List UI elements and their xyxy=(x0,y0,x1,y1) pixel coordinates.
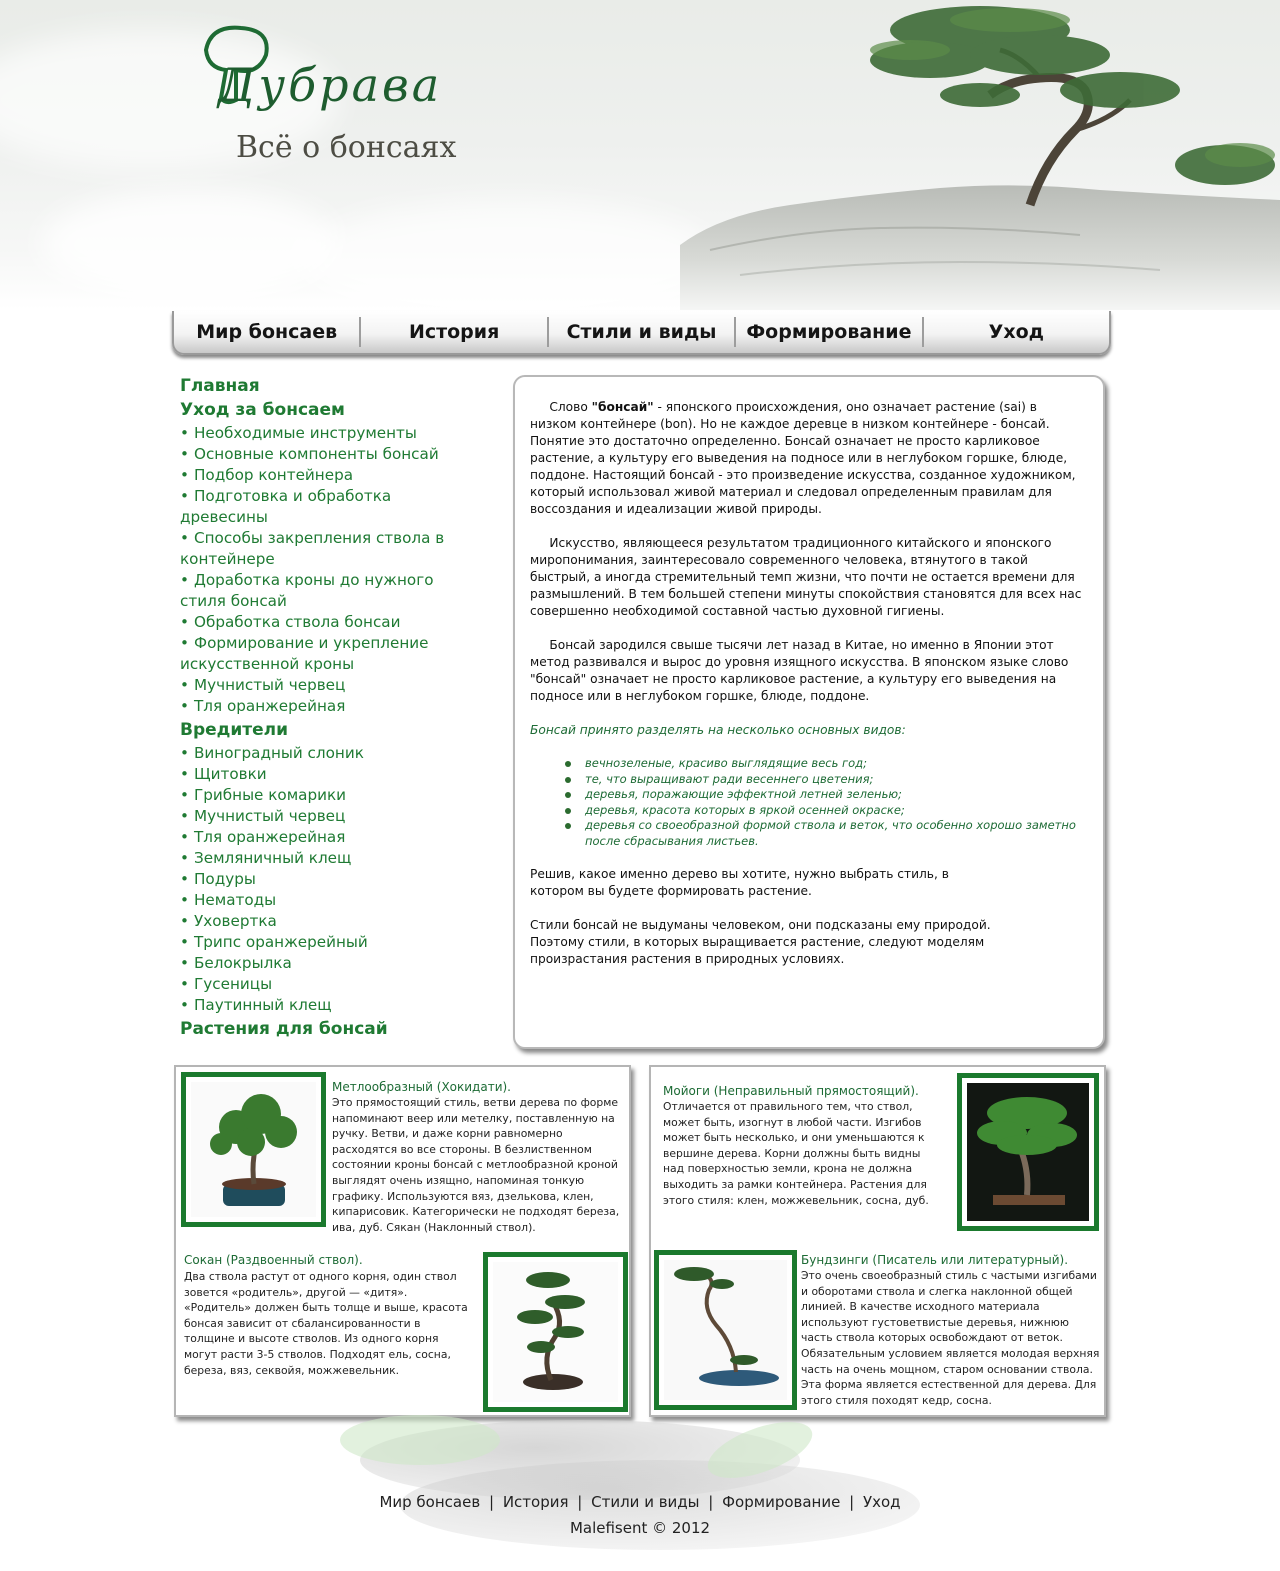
header-banner xyxy=(0,0,1280,310)
footer-link-styles[interactable]: Стили и виды xyxy=(591,1493,700,1511)
tree-on-rock-illustration xyxy=(680,0,1280,310)
footer-link-care[interactable]: Уход xyxy=(862,1493,901,1511)
paragraph: Решив, какое именно дерево вы хотите, нужно выбрать стиль, в котором вы будете формировать растение. xyxy=(530,867,949,898)
stones-and-leaves-decoration xyxy=(0,1400,1280,1567)
footer-link-formation[interactable]: Формирование xyxy=(722,1493,841,1511)
sidebar-item[interactable]: • Доработка кроны до нужного стиля бонсай xyxy=(180,571,434,610)
list-item: деревья со своеобразной формой ствола и веток, что особенно хорошо заметно после сбрасывания листьев. xyxy=(585,818,1085,849)
style-title: Бундзинги (Писатель или литературный). xyxy=(801,1253,1069,1267)
sidebar-item[interactable]: • Щитовки xyxy=(180,765,267,783)
style-title: Сокан (Раздвоенный ствол). xyxy=(184,1253,363,1267)
sidebar-item[interactable]: • Необходимые инструменты xyxy=(180,424,417,442)
sidebar-item[interactable]: • Гусеницы xyxy=(180,975,273,993)
logo-title: Дубрава xyxy=(218,58,443,112)
sidebar-item[interactable]: • Мучнистый червец xyxy=(180,676,346,694)
bonsai-photo-bunjingi xyxy=(654,1250,797,1410)
bonsai-tree-icon xyxy=(664,1260,787,1400)
sidebar-item[interactable]: • Земляничный клещ xyxy=(180,849,352,867)
cloud-decoration xyxy=(40,190,340,300)
sidebar-item[interactable]: • Белокрылка xyxy=(180,954,292,972)
main-text xyxy=(530,399,1085,985)
sidebar-item[interactable]: • Мучнистый червец xyxy=(180,807,346,825)
copyright: Malefisent © 2012 xyxy=(569,1519,711,1537)
sidebar-item[interactable]: • Подготовка и обработка древесины xyxy=(180,487,392,526)
style-title: Мойоги (Неправильный прямостоящий). xyxy=(663,1084,919,1098)
style-text: Это очень своеобразный стиль с частыми изгибами и оборотами ствола и слегка наклонной общей линией. В качестве исходного материала используют густоветвистые деревья, нижнюю часть ствола которых освобождают от веток. Обязательным условием является молодая верхняя часть на очень мощном, старом основании ствола. Эта форма является естественной для дерева. Для этого стиля походят кедр, сосна. xyxy=(801,1269,1100,1407)
cloud-decoration xyxy=(300,200,720,310)
footer-link-bonsai-world[interactable]: Мир бонсаев xyxy=(379,1493,481,1511)
nav-item-styles[interactable]: Стили и виды xyxy=(549,317,736,347)
nav-item-care[interactable]: Уход xyxy=(988,321,1044,343)
sidebar-item[interactable]: • Нематоды xyxy=(180,891,277,909)
sidebar-heading-pests[interactable]: Вредители xyxy=(180,720,289,740)
style-text: Два ствола растут от одного корня, один ствол зовется «родитель», другой — «дитя». «Родитель» должен быть толще и выше, красота бонсая зависит от сбалансированности в толщине и высоте стволов. Из одного корня могут расти 3-5 стволов. Подходят ель, сосна, береза, вяз, секвойя, можжевельник. xyxy=(184,1270,468,1377)
bonsai-tree-icon xyxy=(493,1262,618,1402)
sidebar-item[interactable]: • Основные компоненты бонсай xyxy=(180,445,439,463)
types-intro: Бонсай принято разделять на несколько основных видов: xyxy=(530,723,906,737)
sidebar-heading-plants[interactable]: Растения для бонсай xyxy=(180,1019,388,1039)
sidebar-link-home[interactable]: Главная xyxy=(180,376,260,396)
footer-separator: | xyxy=(708,1493,714,1511)
sidebar-item[interactable]: • Виноградный слоник xyxy=(180,744,364,762)
paragraph: Слово "бонсай" - японского происхождения, оно означает растение (sai) в низком контейнере (bon). Но не каждое деревце в низком контейнере - бонсай. Понятие это достаточно определенно. Бонсай означает не просто карликовое растение, а культуру его выведения на подносе или в неглубоком горшке, блюде, поддоне. Настоящий бонсай - это произведение искусства, созданное художником, который использовал живой материал и следовал определенным правилам для воссоздания и идеализации живой природы. xyxy=(530,400,1076,516)
sidebar-item[interactable]: • Паутинный клещ xyxy=(180,996,332,1014)
nav-item-history[interactable]: История xyxy=(361,317,548,347)
sidebar-item[interactable]: • Подбор контейнера xyxy=(180,466,354,484)
main-content-box xyxy=(513,375,1105,1049)
sidebar-heading-care[interactable]: Уход за бонсаем xyxy=(180,400,345,420)
sidebar-item[interactable]: • Формирование и укрепление искусственной кроны xyxy=(180,634,429,673)
bonsai-photo-moyogi xyxy=(957,1073,1099,1231)
paragraph: Бонсай зародился свыше тысячи лет назад в Китае, но именно в Японии этот метод развивался и вырос до уровня изящного искусства. В японском языке слово "бонсай" означает не просто карликовое растение, а культуру его выведения на подносе или в неглубоком горшке, блюде, поддоне. xyxy=(530,638,1069,703)
list-item: те, что выращивают ради весеннего цветения; xyxy=(585,772,1085,788)
bonsai-tree-icon xyxy=(191,1082,316,1217)
footer-separator: | xyxy=(577,1493,583,1511)
style-text: Отличается от правильного тем, что ствол, может быть, изогнут в любой части. Изгибов может быть несколько, и они уменьшаются к вершине дерева. Корни должны быть видны над поверхностью земли, крона не должна выходить за рамки контейнера. Растения для этого стиля: клен, можжевельник, сосна, дуб. xyxy=(663,1100,929,1207)
style-card-right xyxy=(649,1065,1106,1417)
main-nav xyxy=(172,311,1111,355)
footer-background xyxy=(0,1400,1280,1567)
sidebar-item[interactable]: • Грибные комарики xyxy=(180,786,347,804)
footer-separator: | xyxy=(849,1493,855,1511)
footer-separator: | xyxy=(488,1493,495,1511)
types-list xyxy=(530,756,1085,849)
list-item: деревья, красота которых в яркой осенней окраске; xyxy=(585,803,1085,819)
style-card-left xyxy=(174,1065,631,1417)
sidebar xyxy=(180,373,480,1042)
sidebar-item[interactable]: • Тля оранжерейная xyxy=(180,828,346,846)
paragraph: Искусство, являющееся результатом традиционного китайского и японского миропонимания, заинтересовало современного человека, втянутого в такой быстрый, а иногда стремительный темп жизни, что почти не остается времени для размышлений. В тем большей степени минуты спокойствия становятся для всех нас совершенно необходимой составной частью духовной гигиены. xyxy=(530,536,1082,618)
sidebar-item[interactable]: • Тля оранжерейная xyxy=(180,697,346,715)
logo-subtitle: Всё о бонсаях xyxy=(236,130,457,165)
footer-link-history[interactable]: История xyxy=(502,1493,569,1511)
footer-nav xyxy=(0,1493,1280,1511)
style-title: Метлообразный (Хокидати). xyxy=(332,1080,511,1094)
sidebar-item[interactable]: • Подуры xyxy=(180,870,256,888)
sidebar-item[interactable]: • Трипс оранжерейный xyxy=(180,933,368,951)
list-item: деревья, поражающие эффектной летней зеленью; xyxy=(585,787,1085,803)
sidebar-item[interactable]: • Обработка ствола бонсаи xyxy=(180,613,401,631)
list-item: вечнозеленые, красиво выглядящие весь год; xyxy=(585,756,1085,772)
sidebar-item[interactable]: • Уховертка xyxy=(180,912,277,930)
nav-item-formation[interactable]: Формирование xyxy=(736,317,923,347)
nav-item-bonsai-world[interactable]: Мир бонсаев xyxy=(174,317,361,347)
sidebar-item[interactable]: • Способы закрепления ствола в контейнере xyxy=(180,529,445,568)
bonsai-photo-sokan xyxy=(483,1252,628,1412)
paragraph: Стили бонсай не выдуманы человеком, они подсказаны ему природой. Поэтому стили, в которых выращивается растение, следуют моделям произрастания растения в природных условиях. xyxy=(530,918,991,966)
bonsai-photo-hokidachi xyxy=(181,1072,326,1227)
bonsai-tree-icon xyxy=(967,1083,1089,1221)
style-text: Это прямостоящий стиль, ветви дерева по форме напоминают веер или метелку, поставленную на ручку. Ветви, и даже корни равномерно расходятся во все стороны. В безлиственном состоянии кроны бонсай с метлообразной кроной выглядят очень изящно, напоминая тонкую графику. Используются вяз, дзелькова, клен, кипарисовик. Категорически не подходят береза, ива, дуб. Сякан (Наклонный ствол). xyxy=(332,1096,620,1234)
